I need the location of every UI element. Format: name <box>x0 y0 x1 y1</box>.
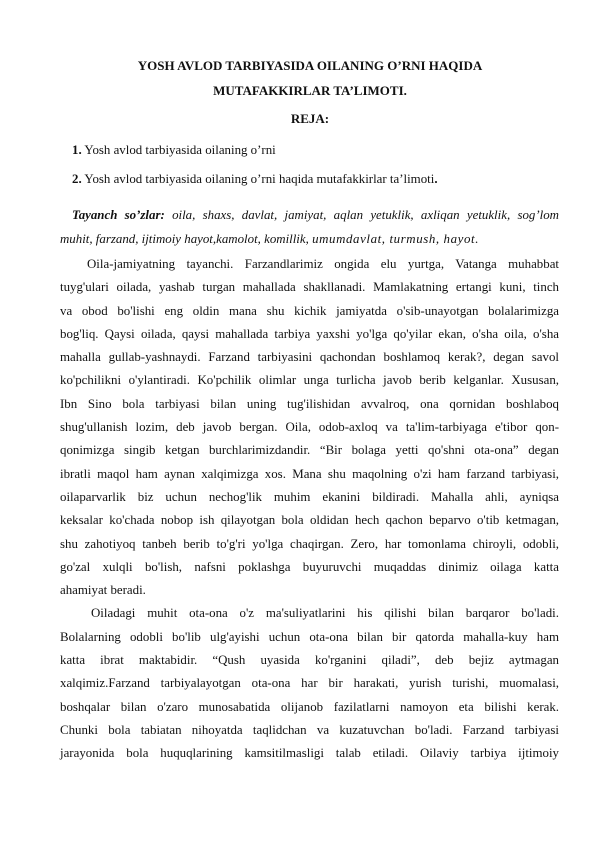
document-title-line-1: YOSH AVLOD TARBIYASIDA OILANING O’RNI HAQIDA <box>137 58 483 73</box>
document-title-line-2: MUTAFAKKIRLAR TA’LIMOTI. <box>213 83 407 98</box>
keywords-label: Tayanch so’zlar: <box>72 208 165 222</box>
keywords-text-2c: . <box>475 232 479 246</box>
keywords-block <box>60 203 559 251</box>
paragraph-1-line: tuyg'ulari oilada, yashab turgan mahallada shakllanadi. Mamlakatning ertangi kuni, tinch <box>60 280 559 295</box>
plan-item-2 <box>72 170 438 188</box>
paragraph-2-line: boshqalar bilan o'zaro munosabatida olijanob fazilatlarni namoyon eta bilishi kerak. <box>60 699 559 714</box>
paragraph-1-line: ahamiyat beradi. <box>60 583 146 598</box>
paragraph-1-line: bog'liq. Qaysi oilada, qaysi mahallada tarbiya yaxshi yo'lga qo'yilar ekan, o'sha oila, o'sha <box>60 326 559 341</box>
body-text <box>60 253 559 766</box>
paragraph-2-line: Oiladagi muhit ota-ona o'z ma'suliyatlarini his qilishi bilan barqaror bo'ladi. <box>91 606 559 621</box>
paragraph-1-line: mahalla gullab-yashnaydi. Farzand tarbiyasini qachondan boshlamoq kerak?, degan savol <box>60 350 559 365</box>
paragraph-1-line: qonimizga singib ketgan burchlarimizdandir. “Bir bolaga yetti qo'shni ota-ona” degan <box>60 443 559 458</box>
paragraph-1-line: Ibn Sino bola tarbiyasi bilan uning tug'ilishidan avvalroq, ona qornidan boshlaboq <box>60 396 559 411</box>
keywords-text-2a: muhit, farzand, ijtimoiy hayot,kamolot, komillik, <box>60 232 309 246</box>
keywords-line-2 <box>60 227 559 251</box>
plan-item-text: Yosh avlod tarbiyasida oilaning o’rni haqida mutafakkirlar ta’limoti <box>84 172 435 186</box>
paragraph-2-line: Chunki bola tabiatan nihoyatda taqlidchan va kuzatuvchan bo'ladi. Farzand tarbiyasi <box>60 722 559 737</box>
paragraph-1-line: shu zahotiyoq tanbeh berib to'g'ri yo'lga chaqirgan. Zero, har tomonlama chiroyli, odobli, <box>60 536 559 551</box>
plan-item-number: 1. <box>72 143 82 157</box>
paragraph-1-line: ko'pchilikni o'ylantiradi. Ko'pchilik olimlar unga turlicha javob berib kelganlar. Xususan, <box>60 373 559 388</box>
plan-item-number: 2. <box>72 172 82 186</box>
plan-item-end-mark: . <box>434 172 438 186</box>
plan-item-1 <box>72 141 276 159</box>
keywords-line-1 <box>60 203 559 227</box>
paragraph-2-line: xalqimiz.Farzand tarbiyalayotgan ota-ona har bir harakati, yurish turishi, muomalasi, <box>60 676 559 691</box>
keywords-text-2b: umumdavlat, turmush, hayot <box>312 232 476 246</box>
plan-heading: REJA: <box>290 111 330 126</box>
paragraph-2-line: Bolalarning odobli bo'lib ulg'ayishi uchun ota-ona bilan bir qatorda mahalla-kuy ham <box>60 629 559 644</box>
plan-item-text: Yosh avlod tarbiyasida oilaning o’rni <box>84 143 276 157</box>
paragraph-1-line: va obod bo'lishi eng oldin mana shu kichik jamiyatda o'sib-unayotgan bolalarimizga <box>60 303 559 318</box>
paragraph-2-line: jarayonida bola huquqlarining kamsitilmasligi talab etiladi. Oilaviy tarbiya ijtimoiy <box>60 746 559 761</box>
paragraph-1-line: Oila-jamiyatning tayanchi. Farzandlarimiz ongida elu yurtga, Vatanga muhabbat <box>87 257 559 271</box>
paragraph-2-line: katta ibrat maktabidir. “Qush uyasida ko'rganini qiladi”, deb bejiz aytmagan <box>60 653 559 668</box>
paragraph-1-line: ibratli maqol ham aynan xalqimizga xos. Mana shu maqolning o'zi ham farzand tarbiyasi, <box>60 466 559 481</box>
paragraph-1-line: go'zal xulqli bo'lish, nafsni poklashga buyuruvchi muqaddas dinimiz oilaga katta <box>60 559 559 574</box>
keywords-text-1: oila, shaxs, davlat, jamiyat, aqlan yetuklik, axliqan yetuklik, sog’lom <box>172 208 559 222</box>
paragraph-1-line: oilaparvarlik biz uchun nechog'lik muhim ekanini bildiradi. Mahalla ahli, ayniqsa <box>60 489 559 504</box>
paragraph-1-line: keksalar ko'chada nobop ish qilayotgan bola oldidan hech qachon beparvo o'tib ketmagan, <box>60 513 559 528</box>
paragraph-1-line: shug'ullanish lozim, deb javob bergan. Oila, odob-axloq va ta'lim-tarbiyaga e'tibor qon- <box>60 420 559 435</box>
